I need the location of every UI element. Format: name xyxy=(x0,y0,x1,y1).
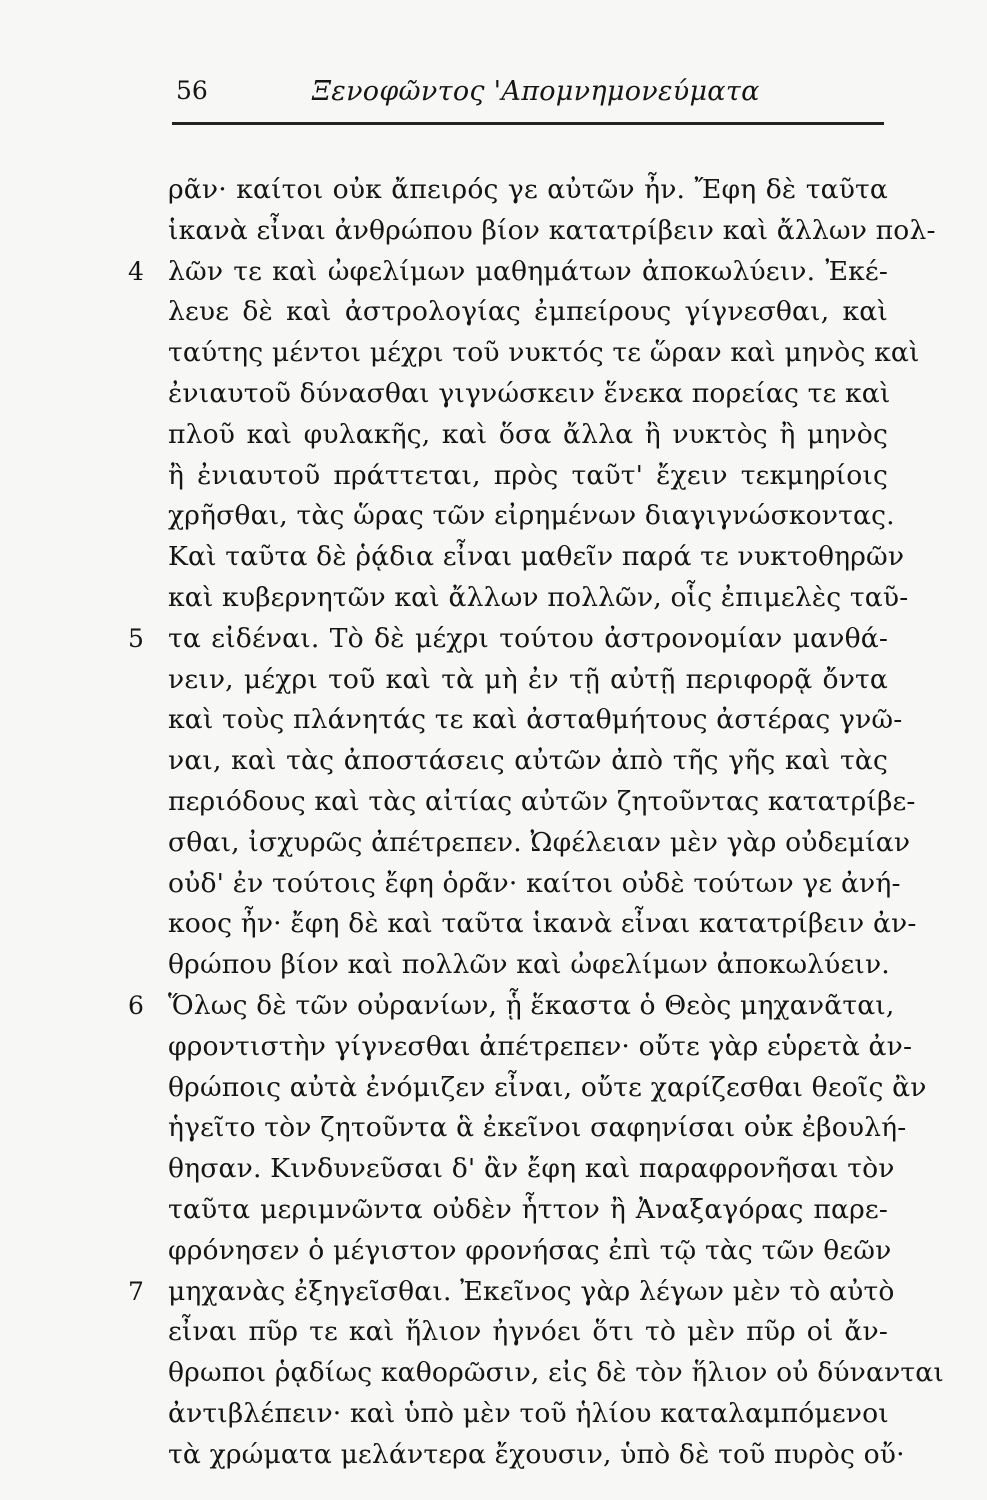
text-line xyxy=(128,986,895,1027)
text-line xyxy=(168,1394,888,1435)
line-text: ἢ ἐνιαυτοῦ πράττεται, πρὸς ταῦτ' ἔχειν τεκμηρίοις xyxy=(168,459,888,491)
section-number: 7 xyxy=(128,1276,145,1306)
line-text: περιόδους καὶ τὰς αἰτίας αὐτῶν ζητοῦντας κατατρίβε- xyxy=(168,785,916,817)
text-line xyxy=(168,292,888,333)
line-text: σθαι, ἰσχυρῶς ἀπέτρεπεν. Ὠφέλειαν μὲν γὰρ οὐδεμίαν xyxy=(168,826,911,858)
text-line xyxy=(168,170,888,211)
line-text: ἱκανὰ εἶναι ἀνθρώπου βίον κατατρίβειν καὶ ἄλλων πολ- xyxy=(168,214,936,246)
text-line xyxy=(128,252,888,293)
line-text: ναι, καὶ τὰς ἀποστάσεις αὐτῶν ἀπὸ τῆς γῆς καὶ τὰς xyxy=(168,745,888,777)
text-line xyxy=(168,1190,888,1231)
text-line xyxy=(128,619,888,660)
text-line xyxy=(168,864,901,905)
line-text: καὶ κυβερνητῶν καὶ ἄλλων πολλῶν, οἷς ἐπιμελὲς ταῦ- xyxy=(168,581,909,613)
text-line xyxy=(168,415,888,456)
section-number: 4 xyxy=(128,256,145,286)
text-line xyxy=(168,496,895,537)
section-number: 6 xyxy=(128,990,145,1020)
text-line xyxy=(168,1068,927,1109)
text-line xyxy=(168,1312,888,1353)
text-line xyxy=(168,211,936,252)
line-text: φροντιστὴν γίγνεσθαι ἀπέτρεπεν· οὔτε γὰρ εὑρετὰ ἀν- xyxy=(168,1030,913,1062)
text-line xyxy=(168,578,909,619)
line-text: καὶ τοὺς πλάνητάς τε καὶ ἀσταθμήτους ἀστέρας γνῶ- xyxy=(168,704,903,736)
text-line xyxy=(168,1435,905,1476)
line-text: οὐδ' ἐν τούτοις ἔφη ὁρᾶν· καίτοι οὐδὲ τούτων γε ἀνή- xyxy=(168,867,901,899)
line-text: θησαν. Κινδυνεῦσαι δ' ἂν ἔφη καὶ παραφρονῆσαι τὸν xyxy=(168,1153,895,1185)
line-text: ταύτης μέντοι μέχρι τοῦ νυκτός τε ὥραν καὶ μηνὸς καὶ xyxy=(168,337,920,369)
line-text: πλοῦ καὶ φυλακῆς, καὶ ὅσα ἄλλα ἢ νυκτὸς ἢ μηνὸς xyxy=(168,418,888,450)
line-text: Ὅλως δὲ τῶν οὐρανίων, ᾗ ἕκαστα ὁ Θεὸς μηχανᾶται, xyxy=(168,989,895,1021)
line-text: θρωποι ῥᾳδίως καθορῶσιν, εἰς δὲ τὸν ἥλιον οὐ δύνανται xyxy=(168,1357,944,1389)
page-number: 56 xyxy=(176,76,208,105)
line-text: θρώπου βίον καὶ πολλῶν καὶ ὠφελίμων ἀποκωλύειν. xyxy=(168,949,890,981)
line-text: νειν, μέχρι τοῦ καὶ τὰ μὴ ἐν τῇ αὐτῇ περιφορᾷ ὄντα xyxy=(168,663,888,695)
line-text: λευε δὲ καὶ ἀστρολογίας ἐμπείρους γίγνεσθαι, καὶ xyxy=(168,296,888,328)
text-line xyxy=(168,374,891,415)
line-text: ἀντιβλέπειν· καὶ ὑπὸ μὲν τοῦ ἡλίου καταλαμπόμενοι xyxy=(168,1397,889,1429)
text-line xyxy=(168,823,911,864)
body-text xyxy=(128,170,944,1476)
text-line xyxy=(168,456,888,497)
text-line xyxy=(168,1149,895,1190)
text-line xyxy=(168,1231,892,1272)
header-rule xyxy=(172,122,884,125)
line-text: θρώποις αὐτὰ ἐνόμιζεν εἶναι, οὔτε χαρίζεσθαι θεοῖς ἂν xyxy=(168,1071,927,1103)
line-text: ταῦτα μεριμνῶντα οὐδὲν ἧττον ἢ Ἀναξαγόρας παρε- xyxy=(168,1193,888,1225)
line-text: ρᾶν· καίτοι οὐκ ἄπειρός γε αὐτῶν ἦν. Ἔφη δὲ ταῦτα xyxy=(168,174,888,205)
text-line xyxy=(168,700,903,741)
line-text: Καὶ ταῦτα δὲ ῥᾴδια εἶναι μαθεῖν παρά τε νυκτοθηρῶν xyxy=(168,541,905,573)
line-text: χρῆσθαι, τὰς ὥρας τῶν εἰρημένων διαγιγνώσκοντας. xyxy=(168,500,895,532)
line-text: ἡγεῖτο τὸν ζητοῦντα ἃ ἐκεῖνοι σαφηνίσαι οὐκ ἐβουλή- xyxy=(168,1112,907,1144)
text-line xyxy=(168,333,920,374)
text-line xyxy=(168,1353,944,1394)
line-text: τὰ χρώματα μελάντερα ἔχουσιν, ὑπὸ δὲ τοῦ πυρὸς οὔ· xyxy=(168,1438,905,1470)
text-line xyxy=(168,660,888,701)
text-line xyxy=(128,1272,895,1313)
line-text: λῶν τε καὶ ὠφελίμων μαθημάτων ἀποκωλύειν. Ἐκέ- xyxy=(168,255,888,287)
line-text: φρόνησεν ὁ μέγιστον φρονήσας ἐπὶ τῷ τὰς τῶν θεῶν xyxy=(168,1234,892,1266)
line-text: μηχανὰς ἐξηγεῖσθαι. Ἐκεῖνος γὰρ λέγων μὲν τὸ αὐτὸ xyxy=(168,1275,895,1307)
text-line xyxy=(168,945,888,986)
line-text: ἐνιαυτοῦ δύνασθαι γιγνώσκειν ἕνεκα πορείας τε καὶ xyxy=(168,377,891,409)
text-line xyxy=(168,1108,907,1149)
text-line xyxy=(168,782,916,823)
line-text: τα εἰδέναι. Τὸ δὲ μέχρι τούτου ἀστρονομίαν μανθά- xyxy=(168,622,888,654)
page-header xyxy=(172,70,884,130)
running-title: Ξενοφῶντος 'Απομνημονεύματα xyxy=(312,76,760,107)
line-text: κοος ἦν· ἔφη δὲ καὶ ταῦτα ἱκανὰ εἶναι κατατρίβειν ἀν- xyxy=(168,908,917,940)
text-line xyxy=(168,904,917,945)
text-line xyxy=(168,537,905,578)
text-line xyxy=(168,1027,913,1068)
line-text: εἶναι πῦρ τε καὶ ἥλιον ἠγνόει ὅτι τὸ μὲν πῦρ οἱ ἄν- xyxy=(168,1316,888,1348)
section-number: 5 xyxy=(128,623,145,653)
text-line xyxy=(168,741,888,782)
